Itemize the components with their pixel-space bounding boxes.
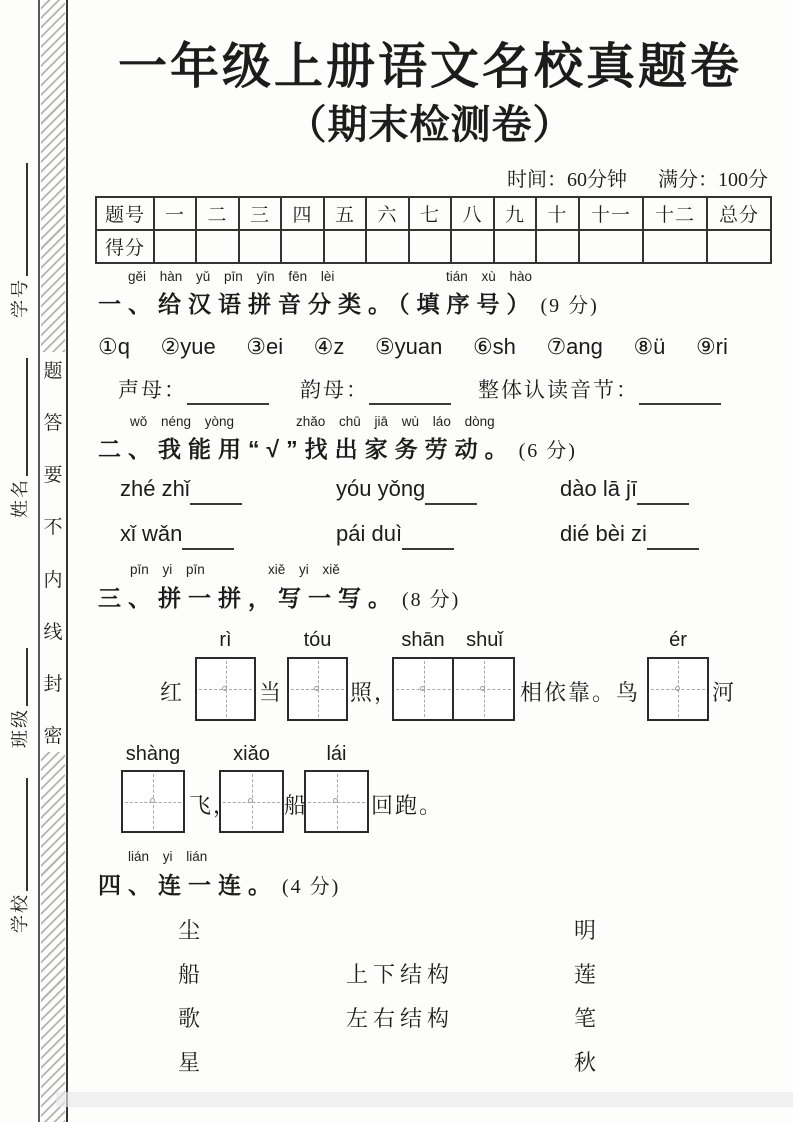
pinyin-annotation: lián yi lián — [128, 849, 208, 864]
chore-item-pinyin: xǐ wǎn — [120, 521, 183, 546]
answer-blank[interactable] — [182, 538, 234, 550]
hatch-pattern — [41, 752, 65, 1122]
answer-blank[interactable] — [187, 393, 269, 405]
grid-center-dot — [150, 798, 155, 803]
match-right-char[interactable]: 莲 — [574, 962, 602, 987]
chore-item — [560, 476, 689, 505]
pinyin-option: ⑧ü — [633, 334, 666, 359]
chore-item-pinyin: yóu yǒng — [336, 476, 426, 501]
grid-pinyin-label: lái — [326, 743, 347, 765]
section-3-points: (8 分) — [402, 589, 461, 611]
score-input-cell[interactable] — [643, 230, 707, 263]
match-right-char[interactable]: 笔 — [574, 1006, 602, 1031]
writing-grid[interactable] — [287, 657, 348, 721]
section-4-heading-text: 四、连一连。 — [98, 872, 278, 898]
match-structure-label[interactable]: 左右结构 — [346, 1006, 455, 1031]
score-input-cell[interactable] — [366, 230, 409, 263]
pinyin-option: ②yue — [160, 334, 216, 359]
chore-item — [120, 476, 242, 505]
score-header-cell: 十一 — [579, 197, 643, 230]
sentence-fragment: 照， — [350, 680, 399, 705]
chore-item-pinyin: dào lā jī — [560, 476, 638, 501]
match-right-char[interactable]: 秋 — [574, 1050, 602, 1075]
writing-grid[interactable] — [304, 770, 369, 833]
pinyin-option: ⑨ri — [695, 334, 728, 359]
answer-blank[interactable] — [369, 393, 451, 405]
pinyin-option: ⑥sh — [472, 334, 516, 359]
grid-pinyin-label: xiǎo — [233, 743, 270, 765]
match-right-char[interactable]: 明 — [574, 918, 602, 943]
section-1-points: (9 分) — [540, 295, 599, 317]
grid-center-dot — [314, 686, 319, 691]
score-input-cell[interactable] — [196, 230, 239, 263]
seal-char: 不 — [43, 517, 63, 539]
section-3-heading-text: 三、拼一拼，写一写。 — [98, 585, 398, 611]
score-header-cell: 十二 — [643, 197, 707, 230]
student-field-line[interactable] — [26, 778, 28, 891]
score-header-cell: 一 — [154, 197, 196, 230]
writing-grid[interactable] — [452, 657, 515, 721]
pinyin-annotation: zhǎo chū jiā wù láo dòng — [296, 414, 495, 429]
section-2-heading — [98, 431, 577, 464]
answer-blank[interactable] — [639, 393, 721, 405]
chore-item — [336, 476, 477, 505]
chore-item-pinyin: dié bèi zi — [560, 521, 647, 546]
score-input-cell[interactable] — [281, 230, 324, 263]
scan-artifact-band — [56, 1092, 793, 1107]
answer-blank[interactable] — [425, 493, 477, 505]
student-field-student-number — [6, 163, 32, 318]
sentence-fragment: 河 — [712, 680, 737, 705]
chore-item-pinyin: pái duì — [336, 521, 403, 546]
pinyin-annotation: xiě yi xiě — [268, 562, 340, 577]
score-input-cell[interactable] — [579, 230, 643, 263]
page-title: 一年级上册语文名校真题卷 — [117, 39, 742, 94]
score-header-cell: 八 — [451, 197, 494, 230]
pinyin-option: ⑦ang — [546, 334, 603, 359]
student-field-label: 学校 — [10, 893, 30, 933]
match-left-char[interactable]: 船 — [178, 962, 206, 987]
match-left-char[interactable]: 尘 — [178, 918, 206, 943]
answer-blank[interactable] — [402, 538, 454, 550]
pinyin-option-list — [98, 334, 728, 360]
section-2-heading-text: 二、我能用“√”找出家务劳动。 — [98, 436, 515, 462]
blank-label: 韵母： — [300, 378, 369, 402]
section-3-heading — [98, 580, 460, 613]
pinyin-option: ⑤yuan — [374, 334, 443, 359]
sentence-fragment: 飞， — [189, 793, 238, 818]
score-input-cell[interactable] — [154, 230, 196, 263]
answer-blank[interactable] — [190, 493, 242, 505]
blank-label: 声母： — [118, 378, 187, 402]
grid-pinyin-label: shàng — [125, 743, 181, 765]
answer-blank[interactable] — [647, 538, 699, 550]
score-input-cell[interactable] — [536, 230, 579, 263]
blank-label: 整体认读音节： — [478, 378, 639, 402]
seal-char: 密 — [43, 725, 63, 747]
student-field-label: 班级 — [10, 708, 30, 748]
chore-item-pinyin: zhé zhǐ — [120, 476, 190, 501]
writing-grid[interactable] — [392, 657, 455, 721]
chore-item — [560, 521, 699, 550]
score-header-cell: 题号 — [96, 197, 154, 230]
section-1-heading-text: 一、给汉语拼音分类。（填序号） — [98, 291, 537, 317]
score-header-cell: 三 — [239, 197, 281, 230]
score-header-cell: 总分 — [707, 197, 771, 230]
pinyin-option: ④z — [313, 334, 345, 359]
student-field-school — [6, 778, 32, 933]
score-table-header-row — [96, 197, 771, 230]
student-field-name — [6, 358, 32, 518]
seal-char: 线 — [43, 621, 63, 643]
match-structure-label[interactable]: 上下结构 — [346, 962, 455, 987]
seal-char: 题 — [43, 361, 63, 382]
score-header-cell: 十 — [536, 197, 579, 230]
time-limit: 时间：60分钟 — [507, 169, 627, 191]
pinyin-annotation: tián xù hào — [446, 269, 533, 284]
seal-char: 答 — [43, 413, 63, 435]
student-field-label: 学号 — [10, 278, 30, 318]
seal-char: 要 — [43, 465, 63, 487]
match-left-char[interactable]: 歌 — [178, 1006, 206, 1031]
student-field-line[interactable] — [26, 358, 28, 476]
grid-pinyin-label: tóu — [303, 629, 332, 651]
section-2-points: (6 分) — [518, 440, 577, 462]
seal-char: 内 — [43, 569, 63, 591]
grid-center-dot — [222, 686, 227, 691]
pinyin-annotation: gěi hàn yǔ pīn yīn fēn lèi — [128, 269, 335, 284]
seal-char: 封 — [43, 673, 63, 695]
section-4-points: (4 分) — [282, 876, 341, 898]
student-field-class — [6, 648, 32, 748]
section-1-heading — [98, 286, 599, 319]
exam-subtitle: （期末检测卷） — [286, 102, 574, 147]
student-field-line[interactable] — [26, 163, 28, 276]
grid-center-dot — [333, 798, 338, 803]
score-input-cell[interactable] — [239, 230, 281, 263]
score-header-cell: 四 — [281, 197, 324, 230]
student-field-label: 姓名 — [10, 478, 30, 518]
hatch-pattern — [41, 0, 65, 352]
grid-pinyin-label: shuǐ — [466, 629, 503, 651]
section-4-heading — [98, 867, 340, 900]
match-left-char[interactable]: 星 — [178, 1050, 206, 1075]
score-table — [95, 196, 772, 264]
pinyin-annotation: wǒ néng yòng — [130, 414, 235, 429]
chore-item — [336, 521, 454, 550]
score-table-value-row — [96, 230, 771, 263]
grid-pinyin-label: rì — [219, 629, 232, 651]
score-header-cell: 六 — [366, 197, 409, 230]
grid-pinyin-label: shān — [401, 629, 445, 651]
grid-center-dot — [248, 798, 253, 803]
sentence-fragment: 相依靠。鸟 — [520, 680, 641, 705]
grid-center-dot — [675, 686, 680, 691]
blank-initials — [118, 374, 269, 405]
score-input-cell[interactable] — [494, 230, 536, 263]
score-header-cell: 九 — [494, 197, 536, 230]
student-field-line[interactable] — [26, 648, 28, 706]
writing-grid[interactable] — [195, 657, 256, 721]
score-input-cell[interactable] — [451, 230, 494, 263]
answer-blank[interactable] — [637, 493, 689, 505]
grid-center-dot — [480, 686, 485, 691]
exam-info-line — [90, 163, 768, 192]
seal-text — [40, 352, 66, 752]
score-input-cell[interactable] — [707, 230, 771, 263]
pinyin-option: ③ei — [246, 334, 284, 359]
score-input-cell[interactable] — [324, 230, 366, 263]
chore-item — [120, 521, 234, 550]
grid-pinyin-label: ér — [669, 629, 687, 651]
score-input-cell[interactable] — [409, 230, 451, 263]
sentence-fragment: 回跑。 — [371, 793, 444, 818]
score-header-cell: 二 — [196, 197, 239, 230]
blank-finals — [300, 374, 451, 405]
score-header-cell: 七 — [409, 197, 451, 230]
score-row-label: 得分 — [96, 230, 154, 263]
score-header-cell: 五 — [324, 197, 366, 230]
sentence-fragment: 红 — [160, 680, 185, 705]
sentence-fragment: 船 — [284, 793, 309, 818]
grid-center-dot — [420, 686, 425, 691]
seal-strip — [38, 0, 68, 1122]
pinyin-annotation: pīn yi pīn — [130, 562, 205, 577]
writing-grid[interactable] — [647, 657, 709, 721]
sentence-fragment: 当 — [259, 680, 284, 705]
pinyin-option: ①q — [98, 334, 130, 359]
writing-grid[interactable] — [121, 770, 185, 833]
full-score: 满分：100分 — [658, 169, 768, 191]
blank-whole-syllables — [478, 374, 721, 405]
